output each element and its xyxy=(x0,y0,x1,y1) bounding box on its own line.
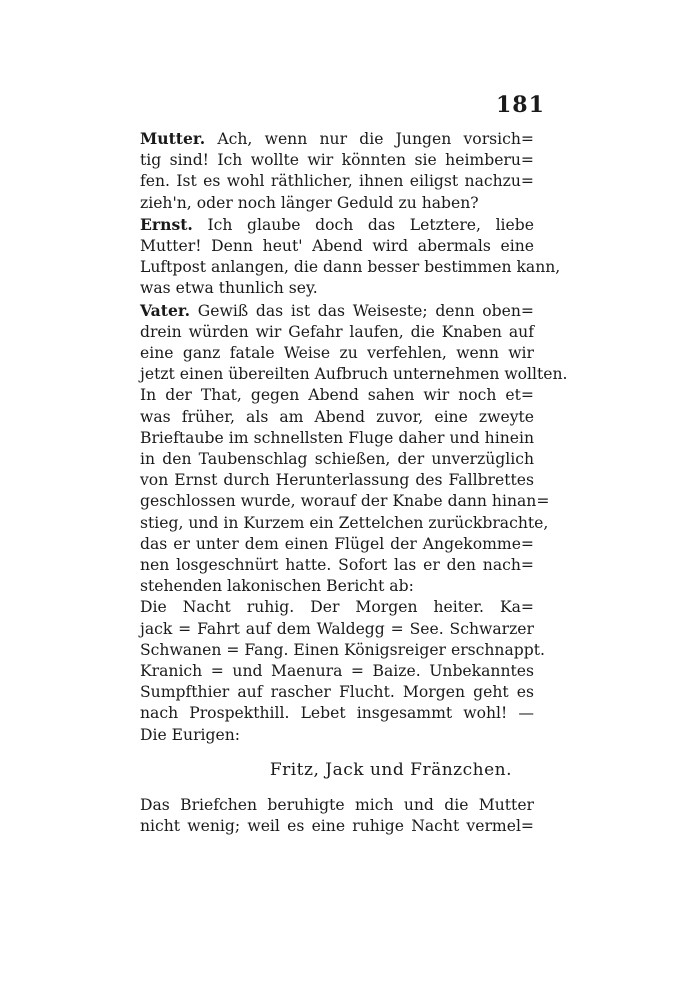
text-line: in den Taubenschlag schießen, der unverzüglich xyxy=(140,450,534,469)
text-line: Die Nacht ruhig. Der Morgen heiter. Ka= xyxy=(140,598,534,617)
paragraph-narrative xyxy=(140,385,550,597)
text-line: drein würden wir Gefahr laufen, die Knaben auf xyxy=(140,322,534,341)
text-line: stieg, und in Kurzem ein Zettelchen zurückbrachte, xyxy=(140,513,549,532)
paragraph-vater xyxy=(140,300,568,386)
speaker-label: Ernst. xyxy=(140,214,193,234)
text-line: In der That, gegen Abend sahen wir noch et= xyxy=(140,386,534,405)
speaker-label: Mutter. xyxy=(140,129,206,148)
paragraph-ernst xyxy=(140,214,561,300)
text-line: jetzt einen übereilten Aufbruch unternehmen wollten. xyxy=(140,365,568,384)
text-line: nach Prospekthill. Lebet insgesammt wohl! — xyxy=(140,704,534,723)
text-line: von Ernst durch Herunterlassung des Fallbrettes xyxy=(140,471,534,490)
text-line: nen losgeschnürt hatte. Sofort las er den nach= xyxy=(140,556,534,575)
text-line: Ernst. Ich glaube doch das Letztere, liebe xyxy=(140,214,534,234)
text-line: Mutter. Ach, wenn nur die Jungen vorsich= xyxy=(140,129,534,148)
text-line: das er unter dem einen Flügel der Angekomme= xyxy=(140,534,534,553)
text-line: fen. Ist es wohl räthlicher, ihnen eiligst nachzu= xyxy=(140,172,534,191)
text-line: Kranich = und Maenura = Baize. Unbekanntes xyxy=(140,662,534,681)
text-line: Die Eurigen: xyxy=(140,725,241,744)
speaker-label: Vater. xyxy=(140,300,191,320)
paragraph-mutter xyxy=(140,128,534,214)
text-line: was früher, als am Abend zuvor, eine zweyte xyxy=(140,407,534,426)
text-line: Sumpfthier auf rascher Flucht. Morgen geht es xyxy=(140,683,534,702)
text-line: Vater. Gewiß das ist das Weiseste; denn oben= xyxy=(140,300,534,320)
text-line: was etwa thunlich sey. xyxy=(140,279,318,298)
page-number: 181 xyxy=(496,92,545,118)
text-line: eine ganz fatale Weise zu verfehlen, wenn wir xyxy=(140,344,534,363)
text-line: jack = Fahrt auf dem Waldegg = See. Schwarzer xyxy=(140,619,534,638)
paragraph-closing xyxy=(140,795,534,837)
text-line: stehenden lakonischen Bericht ab: xyxy=(140,577,414,596)
text-line: Schwanen = Fang. Einen Königsreiger erschnappt. xyxy=(140,640,545,659)
text-line: zieh'n, oder noch länger Geduld zu haben? xyxy=(140,193,479,212)
page-text xyxy=(140,128,568,838)
text-line: Brieftaube im schnellsten Fluge daher und hinein xyxy=(140,428,534,447)
paragraph-report xyxy=(140,597,545,745)
text-line: Mutter! Denn heut' Abend wird abermals eine xyxy=(140,237,534,256)
text-line: Das Briefchen beruhigte mich und die Mutter xyxy=(140,796,534,815)
text-line: Luftpost anlangen, die dann besser bestimmen kann, xyxy=(140,258,561,277)
text-line: geschlossen wurde, worauf der Knabe dann hinan= xyxy=(140,492,550,511)
text-line: nicht wenig; weil es eine ruhige Nacht vermel= xyxy=(140,817,534,836)
text-line: tig sind! Ich wollte wir könnten sie heimberu= xyxy=(140,151,534,170)
letter-signature: Fritz, Jack und Fränzchen. xyxy=(269,759,512,780)
